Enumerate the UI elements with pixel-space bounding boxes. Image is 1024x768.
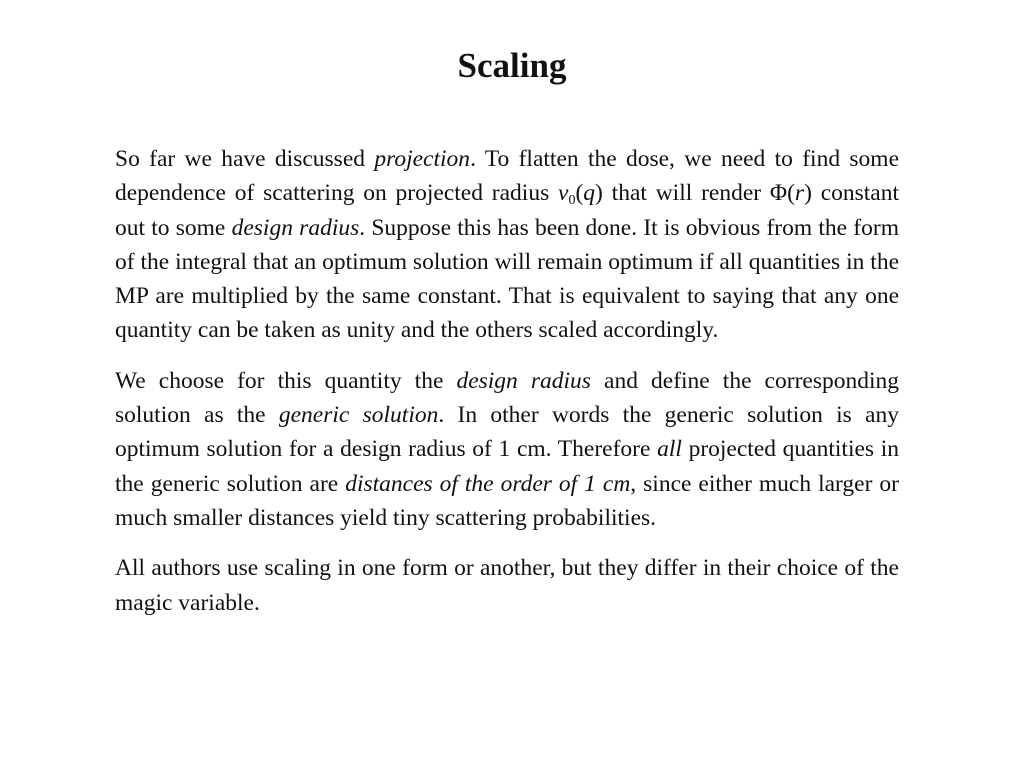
text-run: So far we have discussed [115,146,375,172]
symbol-v: v [558,180,569,207]
paren-close: ) [595,180,603,207]
text-run: . In other words the generic solution is any optimum solution for a design radius of 1 cm. Therefore [115,402,899,463]
text-run: and define the corresponding solution as the [115,367,899,429]
symbol-r: r [794,180,805,207]
text-run: We choose for this quantity the [115,367,457,394]
text-run: , since either much larger or much smaller distances yield tiny scattering probabilities. [115,470,899,531]
subscript-zero: 0 [568,193,576,209]
slide-body [115,142,899,636]
term-all: all [657,436,682,463]
term-projection: projection [374,146,471,172]
term-distances: distances of the order of 1 cm [345,470,631,497]
text-run: projected quantities in the generic solution are [115,436,900,497]
text-run: . Suppose this has been done. It is obvious from the form of the integral that an optimum solution will remain optimum if all quantities in the MP are multiplied by the same constant. That is equivalent to saying that any one quantity can be taken as unity and the others scaled accordingly. [115,214,899,344]
term-design-radius: design radius [456,367,591,394]
term-generic-solution: generic solution [278,402,439,429]
text-run: ) constant out to some [115,180,900,241]
paren-open: ( [575,180,584,207]
text-run: . To flatten the dose, we need to find some dependence of scattering on projected radius [115,146,899,207]
paragraph-generic-solution [115,364,899,535]
term-design-radius: design radius [231,214,360,241]
slide-title: Scaling [457,46,567,85]
symbol-q: q [583,180,596,207]
paragraph-projection [115,142,899,348]
paragraph-authors: All authors use scaling in one form or another, but they differ in their choice of the magic variable. [115,555,899,616]
text-run: that will render Φ( [602,180,795,207]
